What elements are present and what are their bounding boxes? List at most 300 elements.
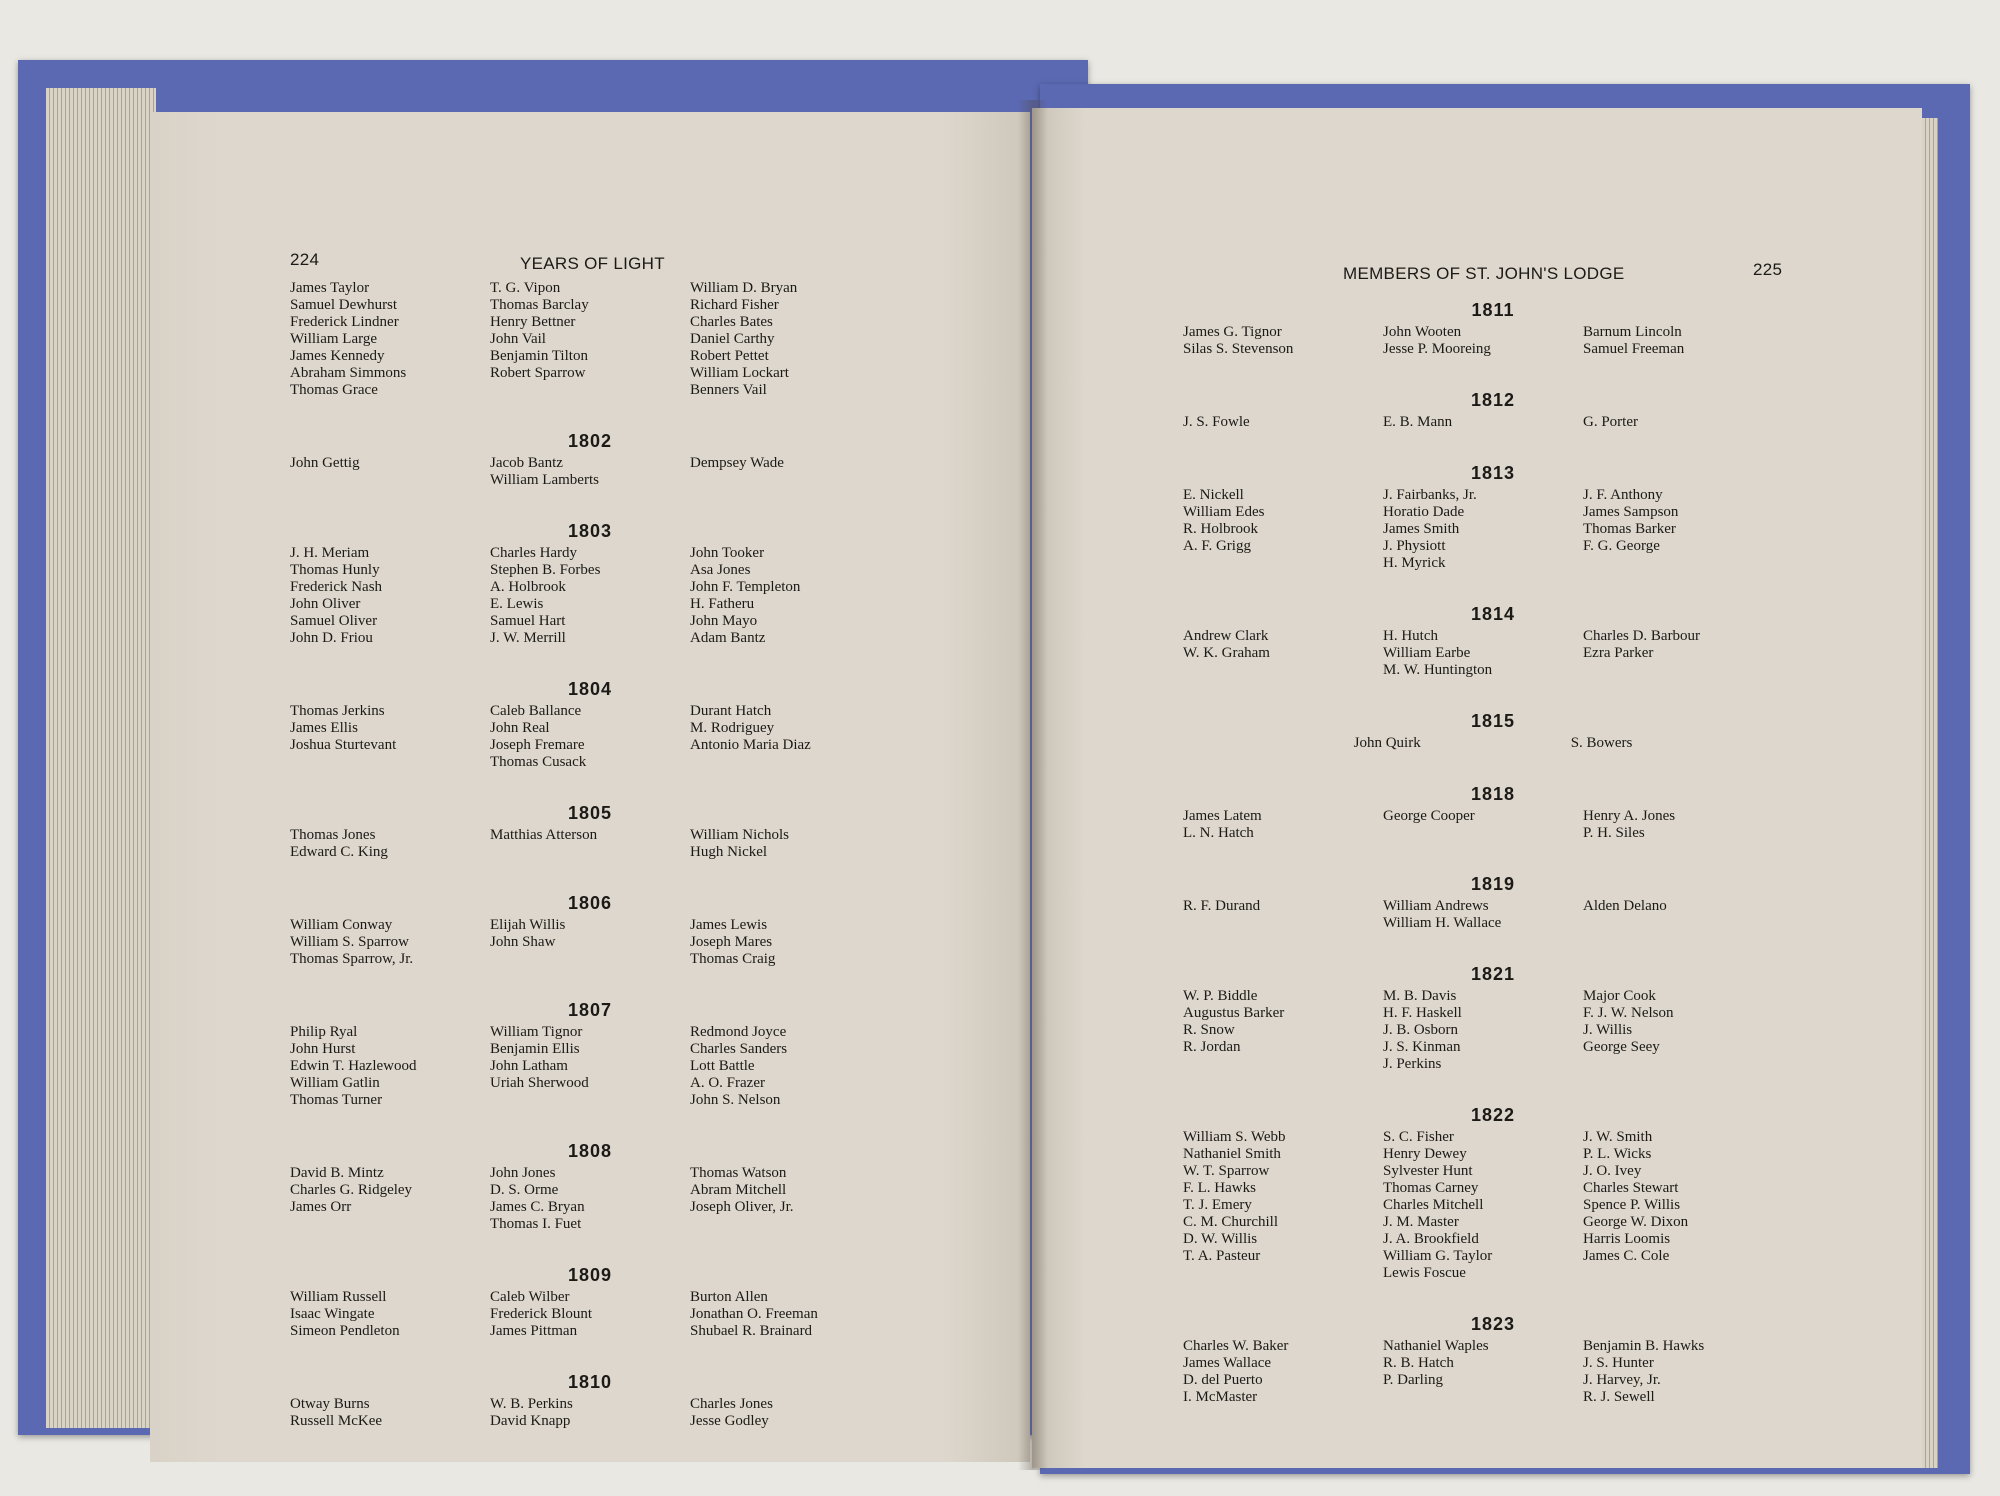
group-gap [1183,572,1803,594]
member-column [1383,988,1583,1073]
member-group [290,1396,890,1430]
member-name: Alden Delano [1583,898,1667,914]
member-column [1183,324,1383,358]
member-column [690,1289,890,1340]
member-name: Robert Pettet [690,348,769,364]
member-group [1183,1338,1803,1406]
member-name: S. C. Fisher [1383,1129,1454,1145]
member-column [690,827,890,861]
member-list [1183,300,1803,1406]
member-name: John D. Friou [290,630,373,646]
member-name: Durant Hatch [690,703,772,719]
member-name: P. L. Wicks [1583,1146,1652,1162]
member-name: Thomas Carney [1383,1180,1479,1196]
member-name: James Taylor [290,280,370,296]
member-name: H. Hutch [1383,628,1438,644]
member-name: Charles Stewart [1583,1180,1679,1196]
member-name: Frederick Lindner [290,314,399,330]
member-name: Thomas Barker [1583,521,1676,537]
member-name: S. Bowers [1570,735,1633,751]
member-name: James G. Tignor [1183,324,1282,340]
member-name: R. B. Hatch [1383,1355,1454,1371]
member-name: A. F. Grigg [1183,538,1251,554]
year-heading: 1818 [1470,784,1516,804]
year-heading: 1802 [567,431,613,451]
member-name: Uriah Sherwood [490,1075,589,1091]
member-name: Joshua Sturtevant [290,737,397,753]
group-gap [1183,1282,1803,1304]
member-name: Thomas Hunly [290,562,380,578]
member-name: Caleb Ballance [490,703,582,719]
book-gutter [1018,100,1048,1470]
member-name: George Cooper [1383,808,1475,824]
member-column [1383,808,1583,842]
member-name: E. Nickell [1183,487,1244,503]
member-name: Lott Battle [690,1058,755,1074]
member-name: J. Harvey, Jr. [1583,1372,1661,1388]
member-group [1183,898,1803,932]
member-name: J. W. Merrill [490,630,566,646]
member-name: Joseph Mares [690,934,773,950]
year-heading: 1814 [1470,604,1516,624]
member-name: John Hurst [290,1041,356,1057]
member-column [490,1289,690,1340]
member-name: John Gettig [290,455,360,471]
left-page-content [290,250,890,1430]
member-name: Frederick Blount [490,1306,593,1322]
group-gap [1183,1073,1803,1095]
member-name: George Seey [1583,1039,1660,1055]
member-name: John Tooker [690,545,765,561]
member-name: Robert Sparrow [490,365,586,381]
member-column [1583,414,1793,431]
member-name: E. B. Mann [1383,414,1453,430]
member-name: Jesse P. Mooreing [1383,341,1491,357]
member-name: Charles W. Baker [1183,1338,1289,1354]
member-name: Abram Mitchell [690,1182,787,1198]
member-name: Adam Bantz [690,630,766,646]
year-heading: 1819 [1470,874,1516,894]
member-column [1383,1129,1583,1282]
member-name: Caleb Wilber [490,1289,570,1305]
member-name: I. McMaster [1183,1389,1258,1405]
member-name: William Nichols [690,827,789,843]
member-column [290,1165,490,1233]
member-name: Jacob Bantz [490,455,563,471]
group-gap [290,647,890,669]
member-name: Charles G. Ridgeley [290,1182,413,1198]
member-name: John Jones [490,1165,556,1181]
member-name: H. F. Haskell [1383,1005,1462,1021]
member-name: Thomas Grace [290,382,378,398]
member-name: James Kennedy [290,348,385,364]
member-name: Frederick Nash [290,579,383,595]
member-name: Charles D. Barbour [1583,628,1701,644]
member-name: Jonathan O. Freeman [690,1306,818,1322]
member-name: Nathaniel Waples [1383,1338,1489,1354]
member-name: William Lamberts [490,472,599,488]
member-column [690,280,890,399]
member-name: Otway Burns [290,1396,370,1412]
member-name: J. S. Fowle [1183,414,1250,430]
member-name: John Real [490,720,550,736]
member-name: Daniel Carthy [690,331,775,347]
member-name: T. G. Vipon [490,280,561,296]
page-edges-left [46,88,156,1428]
member-column [490,1165,690,1233]
member-name: Antonio Maria Diaz [690,737,811,753]
member-column [290,545,490,647]
member-name: P. H. Siles [1583,825,1645,841]
member-column [690,545,890,647]
member-name: G. Porter [1583,414,1638,430]
member-column [290,1289,490,1340]
member-column [490,917,690,968]
member-column [1183,1129,1383,1282]
member-group [290,703,890,771]
member-group [1183,414,1803,431]
member-name: Charles Jones [690,1396,773,1412]
member-column [1583,1338,1793,1406]
member-name: J. W. Smith [1583,1129,1653,1145]
member-name: Samuel Oliver [290,613,378,629]
member-name: Henry Bettner [490,314,576,330]
member-name: John Mayo [690,613,758,629]
member-name: Benners Vail [690,382,767,398]
member-name: J. Perkins [1383,1056,1442,1072]
member-column [490,280,690,399]
member-column [490,1024,690,1109]
member-name: M. W. Huntington [1383,662,1493,678]
member-name: Matthias Atterson [490,827,598,843]
member-name: Thomas Craig [690,951,776,967]
member-name: Charles Bates [690,314,773,330]
member-name: J. M. Master [1383,1214,1459,1230]
member-name: William Earbe [1383,645,1471,661]
member-column [290,1396,490,1430]
member-name: Sylvester Hunt [1383,1163,1473,1179]
right-running-head [1183,260,1803,290]
member-name: Harris Loomis [1583,1231,1671,1247]
member-list [290,280,890,1430]
member-column [1183,628,1383,679]
member-name: William Lockart [690,365,789,381]
member-name: Ezra Parker [1583,645,1654,661]
member-name: Stephen B. Forbes [490,562,601,578]
member-name: M. Rodriguey [690,720,775,736]
member-name: Thomas Jones [290,827,376,843]
member-name: Richard Fisher [690,297,779,313]
group-gap [290,1340,890,1362]
right-page-content [1183,260,1803,1406]
member-name: William Russell [290,1289,387,1305]
member-group [1183,988,1803,1073]
member-column [1383,898,1583,932]
year-heading: 1815 [1470,711,1516,731]
member-name: W. P. Biddle [1183,988,1258,1004]
member-name: T. A. Pasteur [1183,1248,1261,1264]
member-group [290,1165,890,1233]
group-gap [290,1109,890,1131]
member-name: D. S. Orme [490,1182,559,1198]
member-name: William Edes [1183,504,1265,520]
member-name: Thomas Watson [690,1165,787,1181]
year-heading: 1806 [567,893,613,913]
member-name: R. J. Sewell [1583,1389,1655,1405]
member-column [290,455,490,489]
member-column [1383,414,1583,431]
member-column [1583,808,1793,842]
year-heading: 1809 [567,1265,613,1285]
member-column [1583,628,1793,679]
member-name: Elijah Willis [490,917,566,933]
member-name: William Tignor [490,1024,583,1040]
member-name: E. Lewis [490,596,544,612]
member-column [690,1396,890,1430]
member-column [690,1024,890,1109]
member-group [1183,808,1803,842]
member-column [490,827,690,861]
member-name: A. Holbrook [490,579,566,595]
member-name: George W. Dixon [1583,1214,1689,1230]
year-heading: 1823 [1470,1314,1516,1334]
member-name: Charles Mitchell [1383,1197,1484,1213]
member-name: James C. Cole [1583,1248,1670,1264]
member-column [690,455,890,489]
member-group [290,917,890,968]
member-name: Benjamin Tilton [490,348,588,364]
member-column [1383,1338,1583,1406]
member-name: Henry Dewey [1383,1146,1467,1162]
year-heading: 1812 [1470,390,1516,410]
member-name: D. del Puerto [1183,1372,1263,1388]
member-name: R. F. Durand [1183,898,1261,914]
group-gap [290,399,890,421]
year-heading: 1822 [1470,1105,1516,1125]
member-name: Edward C. King [290,844,388,860]
member-name: H. Fatheru [690,596,755,612]
member-column [490,455,690,489]
member-name: James Wallace [1183,1355,1272,1371]
member-name: D. W. Willis [1183,1231,1258,1247]
group-gap [1183,358,1803,380]
member-name: A. O. Frazer [690,1075,765,1091]
member-column [1583,988,1793,1073]
member-column [1183,487,1383,572]
member-name: Andrew Clark [1183,628,1269,644]
member-column [1383,628,1583,679]
member-column [490,703,690,771]
member-name: Thomas Cusack [490,754,587,770]
member-name: Henry A. Jones [1583,808,1676,824]
member-name: James Latem [1183,808,1262,824]
member-name: Benjamin B. Hawks [1583,1338,1705,1354]
member-column [1183,808,1383,842]
member-name: William S. Webb [1183,1129,1286,1145]
member-name: John S. Nelson [690,1092,781,1108]
member-name: James Orr [290,1199,352,1215]
member-name: William Andrews [1383,898,1489,914]
member-name: J. Fairbanks, Jr. [1383,487,1477,503]
member-name: James C. Bryan [490,1199,585,1215]
member-column [290,280,490,399]
group-gap [290,489,890,511]
member-name: Simeon Pendleton [290,1323,400,1339]
member-column [290,917,490,968]
member-name: Barnum Lincoln [1583,324,1682,340]
member-name: William D. Bryan [690,280,798,296]
member-column [690,1165,890,1233]
page-number: 224 [290,250,320,269]
member-column [1183,988,1383,1073]
member-name: David Knapp [490,1413,571,1429]
member-name: W. B. Perkins [490,1396,573,1412]
member-name: William Large [290,331,378,347]
member-name: James Lewis [690,917,768,933]
member-column [490,545,690,647]
member-group [1183,628,1803,679]
member-group [290,1024,890,1109]
member-column [690,917,890,968]
year-heading: 1807 [567,1000,613,1020]
member-name: C. M. Churchill [1183,1214,1279,1230]
member-name: M. B. Davis [1383,988,1457,1004]
member-name: Spence P. Willis [1583,1197,1681,1213]
member-name: Lewis Foscue [1383,1265,1466,1281]
member-column [1183,414,1383,431]
member-name: Thomas Sparrow, Jr. [290,951,414,967]
member-name: T. J. Emery [1183,1197,1252,1213]
member-column [290,827,490,861]
year-heading: 1805 [567,803,613,823]
member-name: James Sampson [1583,504,1679,520]
group-gap [1183,679,1803,701]
year-heading: 1811 [1471,300,1515,320]
member-column [1583,324,1793,358]
member-name: Jesse Godley [690,1413,769,1429]
member-name: Benjamin Ellis [490,1041,580,1057]
member-name: William Conway [290,917,393,933]
member-name: John Oliver [290,596,361,612]
member-name: William S. Sparrow [290,934,409,950]
member-group [1183,1129,1803,1282]
member-name: Major Cook [1583,988,1656,1004]
member-name: Burton Allen [690,1289,768,1305]
member-name: Charles Hardy [490,545,578,561]
member-name: Joseph Oliver, Jr. [690,1199,794,1215]
member-name: William H. Wallace [1383,915,1502,931]
member-name: Samuel Hart [490,613,566,629]
member-name: Edwin T. Hazlewood [290,1058,417,1074]
year-heading: 1813 [1470,463,1516,483]
member-name: Thomas Barclay [490,297,589,313]
member-name: L. N. Hatch [1183,825,1254,841]
year-heading: 1821 [1470,964,1516,984]
member-name: Hugh Nickel [690,844,768,860]
member-name: John Wooten [1383,324,1462,340]
member-name: Horatio Dade [1383,504,1465,520]
member-row [1183,735,1803,752]
member-column [1583,1129,1793,1282]
member-name: J. Physiott [1383,538,1446,554]
member-name: John Shaw [490,934,556,950]
group-gap [290,861,890,883]
member-group [290,827,890,861]
member-name: R. Snow [1183,1022,1235,1038]
member-name: Nathaniel Smith [1183,1146,1281,1162]
page-number: 225 [1753,260,1783,279]
member-column [1583,487,1793,572]
group-gap [290,968,890,990]
member-name: W. T. Sparrow [1183,1163,1270,1179]
member-name: James Ellis [290,720,358,736]
member-name: James Pittman [490,1323,578,1339]
group-gap [1183,752,1803,774]
member-column [690,703,890,771]
member-group [290,455,890,489]
member-name: Joseph Fremare [490,737,585,753]
member-name: J. B. Osborn [1383,1022,1459,1038]
member-name: William Gatlin [290,1075,380,1091]
member-name: Samuel Freeman [1583,341,1685,357]
member-column [1183,898,1383,932]
member-column [1183,1338,1383,1406]
member-group [290,1289,890,1340]
year-heading: 1804 [567,679,613,699]
member-name: H. Myrick [1383,555,1446,571]
member-name: J. F. Anthony [1583,487,1663,503]
member-name: Philip Ryal [290,1024,358,1040]
year-heading: 1803 [567,521,613,541]
year-heading: 1810 [567,1372,613,1392]
member-name: Augustus Barker [1183,1005,1285,1021]
group-gap [1183,842,1803,864]
member-name: William G. Taylor [1383,1248,1493,1264]
member-name: Russell McKee [290,1413,383,1429]
member-name: Silas S. Stevenson [1183,341,1294,357]
member-group [290,545,890,647]
member-name: R. Holbrook [1183,521,1258,537]
member-name: F. G. George [1583,538,1660,554]
member-group [1183,487,1803,572]
member-name: P. Darling [1383,1372,1443,1388]
member-name: John Quirk [1353,735,1421,751]
member-name: J. S. Kinman [1383,1039,1461,1055]
running-head-title: MEMBERS OF ST. JOHN'S LODGE [1343,264,1625,283]
member-name: Asa Jones [690,562,751,578]
left-running-head [290,250,890,280]
member-name: Abraham Simmons [290,365,407,381]
member-name: Samuel Dewhurst [290,297,398,313]
member-name: Shubael R. Brainard [690,1323,813,1339]
group-gap [290,771,890,793]
member-name: J. Willis [1583,1022,1633,1038]
member-group [1183,324,1803,358]
member-name: Redmond Joyce [690,1024,787,1040]
member-name: J. A. Brookfield [1383,1231,1479,1247]
member-name: J. H. Meriam [290,545,370,561]
member-column [290,703,490,771]
member-name: Charles Sanders [690,1041,788,1057]
group-gap [290,1233,890,1255]
member-column [1583,898,1793,932]
member-name: James Smith [1383,521,1460,537]
member-name: Isaac Wingate [290,1306,375,1322]
member-name: F. L. Hawks [1183,1180,1256,1196]
member-name: Thomas I. Fuet [490,1216,582,1232]
group-gap [1183,932,1803,954]
member-name: Dempsey Wade [690,455,784,471]
